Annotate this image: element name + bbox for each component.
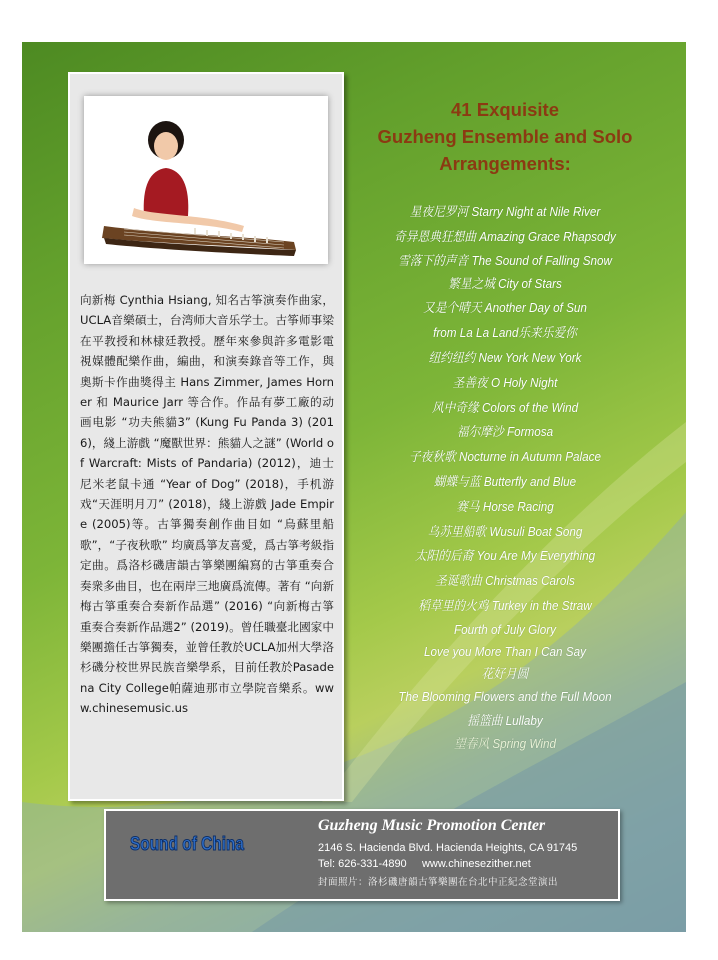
heading-line: Arrangements: [439,153,571,174]
phone-website-line: Tel: 626-331-4890 www.chinesezither.net [318,858,531,870]
arrangement-item: 又是个晴天 Another Day of Sun [423,300,587,316]
arrangement-item: 圣诞歌曲 Christmas Carols [435,573,575,589]
guzheng-player-illustration [84,96,328,264]
arrangement-item: Fourth of July Glory [453,621,557,637]
arrangement-item: 圣善夜 O Holy Night [452,374,558,390]
arrangement-item: 花好月圆 [481,665,529,681]
artist-biography: 向新梅 Cynthia Hsiang, 知名古筝演奏作曲家，UCLA音樂碩士，台湾师大音乐学士。古筝师事梁在平教授和林棣廷教授。歷年來參與許多電影電視媒體配樂作曲，編曲，和演奏錄音等工作，與奧斯卡作曲獎得主 Hans Zimmer, James Horner 和 Maurice Jarr 等合作。作品有夢工廠的动画电影 “功夫熊貓3” (Kung Fu Panda 3) (2016)，綫上游戲 “魔獸世界：熊貓人之謎” (World of Warcraft: Mists of Pandaria) (2012)，迪士尼米老鼠卡通 “Year of Dog” (2018)，手机游戏“天涯明月刀” (2018)，綫上游戲 Jade Empire (2005)等。古箏獨奏創作曲目如 “烏蘇里船歌”，“子夜秋歌” 均廣爲箏友喜愛，爲古箏考級指定曲。爲洛杉磯唐韻古箏樂團編寫的古箏重奏合奏衆多曲目，也在兩岸三地廣爲流傳。著有 “向新梅古箏重奏合奏新作品選” (2016) “向新梅古箏重奏合奏新作品選2” (2019)。曾任職臺北國家中樂團擔任古箏獨奏，並曾任教於UCLA加州大學洛杉磯分校世界民族音樂學系，目前任教於Pasadena City College帕薩迪那市立學院音樂系。www.chinesemusic.us [80,293,334,716]
arrangement-item: 福尔摩沙 Formosa [456,424,554,440]
center-name: Guzheng Music Promotion Center [318,817,546,834]
arrangement-item: 赛马 Horse Racing [456,498,554,514]
arrangement-item: 星夜尼罗河 Starry Night at Nile River [409,204,601,219]
sound-of-china-logo [128,822,248,862]
heading-line: Guzheng Ensemble and Solo [377,126,633,147]
arrangement-item: 雪落下的声音 The Sound of Falling Snow [398,252,612,268]
arrangement-item: 蝴蝶与蓝 Butterfly and Blue [433,473,577,489]
arrangement-item: 摇篮曲 Lullaby [467,712,543,728]
arrangement-item: from La La Land乐来乐爱你 [433,325,577,341]
arrangement-item: 太阳的后裔 You Are My Everything [414,548,596,564]
svg-text:Sound of China: Sound of China [130,834,245,855]
arrangement-list [375,200,636,756]
arrangement-item: 乌苏里船歌 Wusuli Boat Song [427,523,583,539]
arrangement-item: The Blooming Flowers and the Full Moon [398,688,612,704]
arrangement-item: 繁星之城 City of Stars [448,275,562,291]
arrangement-item: Love you More Than I Can Say [424,643,586,659]
arrangement-item: 稻草里的火鸡 Turkey in the Straw [418,597,592,613]
heading-line: 41 Exquisite [451,99,559,120]
arrangement-item: 子夜秋歌 Nocturne in Autumn Palace [408,449,602,465]
arrangements-heading [360,96,650,177]
cover-photo-note: 封面照片：洛杉磯唐韻古箏樂團在台北中正紀念堂演出 [318,877,559,888]
bio-card [68,72,344,801]
arrangement-item: 望春风 Spring Wind [454,735,556,751]
artist-photo [84,96,328,264]
arrangement-item: 纽约纽约 New York New York [428,349,582,365]
arrangement-item: 风中奇缘 Colors of the Wind [431,399,579,415]
arrangement-item: 奇异恩典狂想曲 Amazing Grace Rhapsody [394,228,616,244]
contact-details [318,840,577,872]
address-line: 2146 S. Hacienda Blvd. Hacienda Heights, CA 91745 [318,842,578,854]
